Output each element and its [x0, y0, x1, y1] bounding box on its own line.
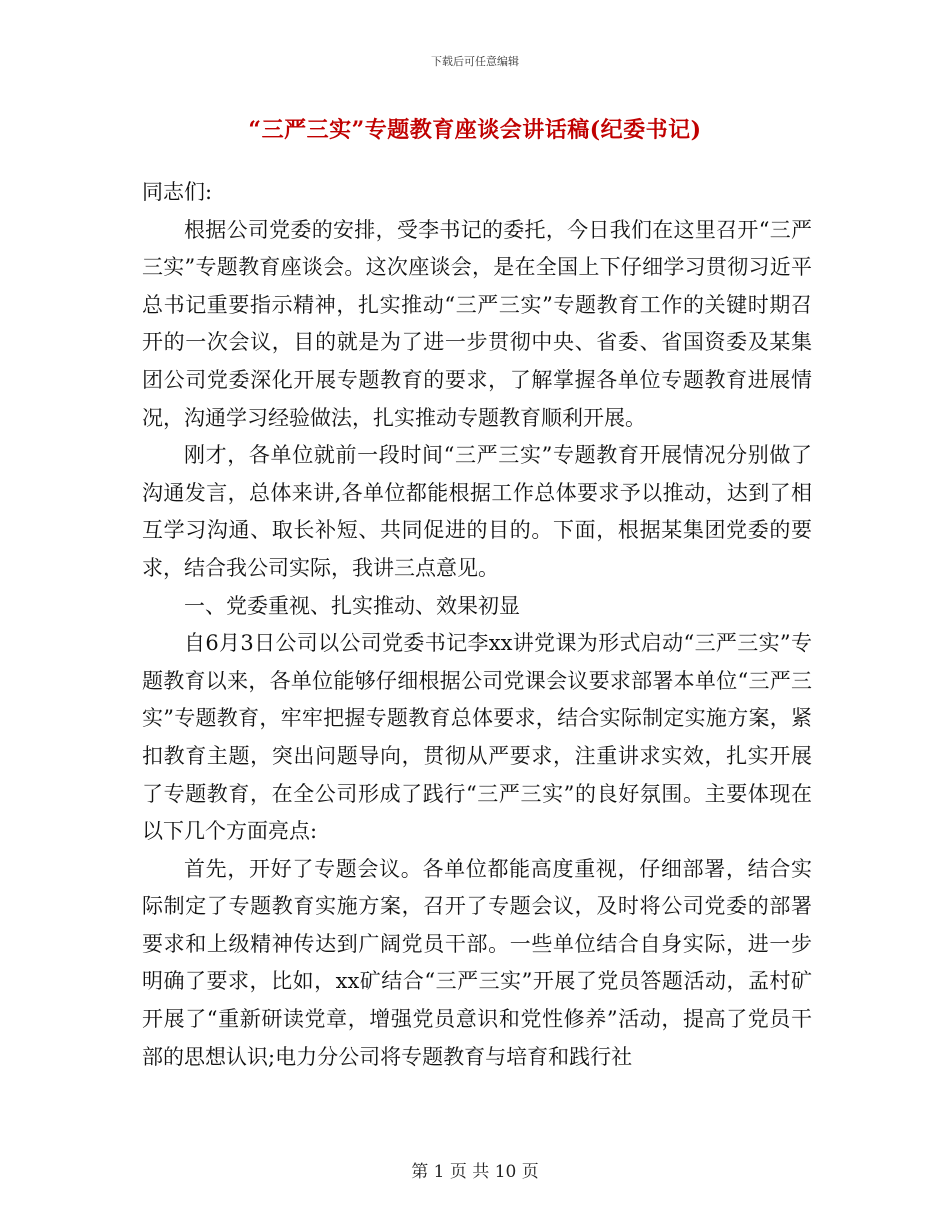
document-body [142, 174, 812, 1076]
paragraph-first-point: 首先，开好了专题会议。各单位都能高度重视，仔细部署，结合实际制定了专题教育实施方案，召开了专题会议，及时将公司党委的部署要求和上级精神传达到广阔党员干部。一些单位结合自身实际，进一步明确了要求，比如，xx矿结合“三严三实”开展了党员答题活动，孟村矿开展了“重新研读党章，增强党员意识和党性修养”活动，提高了党员干部的思想认识;电力分公司将专题教育与培育和践行社 [142, 856, 812, 1069]
page-header-note: 下载后可任意编辑 [431, 55, 519, 68]
page-footer-page-number: 第 1 页 共 10 页 [411, 1162, 539, 1182]
salutation: 同志们: [142, 180, 213, 204]
paragraph-section-1: 自6月3日公司以公司党委书记李xx讲党课为形式启动“三严三实”专题教育以来，各单位能够仔细根据公司党课会议要求部署本单位“三严三实”专题教育，牢牢把握专题教育总体要求，结合实际制定实施方案，紧扣教育主题，突出问题导向，贯彻从严要求，注重讲求实效，扎实开展了专题教育，在全公司形成了践行“三严三实”的良好氛围。主要体现在以下几个方面亮点: [142, 631, 812, 844]
document-title: “三严三实”专题教育座谈会讲话稿(纪委书记) [248, 117, 702, 143]
paragraph-intro: 根据公司党委的安排，受李书记的委托，今日我们在这里召开“三严三实”专题教育座谈会。这次座谈会，是在全国上下仔细学习贯彻习近平总书记重要指示精神，扎实推动“三严三实”专题教育工作的关键时期召开的一次会议，目的就是为了进一步贯彻中央、省委、省国资委及某集团公司党委深化开展专题教育的要求，了解掌握各单位专题教育进展情况，沟通学习经验做法，扎实推动专题教育顺利开展。 [142, 217, 812, 430]
section-heading-1: 一、党委重视、扎实推动、效果初显 [184, 593, 520, 618]
paragraph-opinions: 刚才，各单位就前一段时间“三严三实”专题教育开展情况分别做了沟通发言，总体来讲,各单位都能根据工作总体要求予以推动，达到了相互学习沟通、取长补短、共同促进的目的。下面，根据某集团党委的要求，结合我公司实际，我讲三点意见。 [142, 443, 812, 580]
